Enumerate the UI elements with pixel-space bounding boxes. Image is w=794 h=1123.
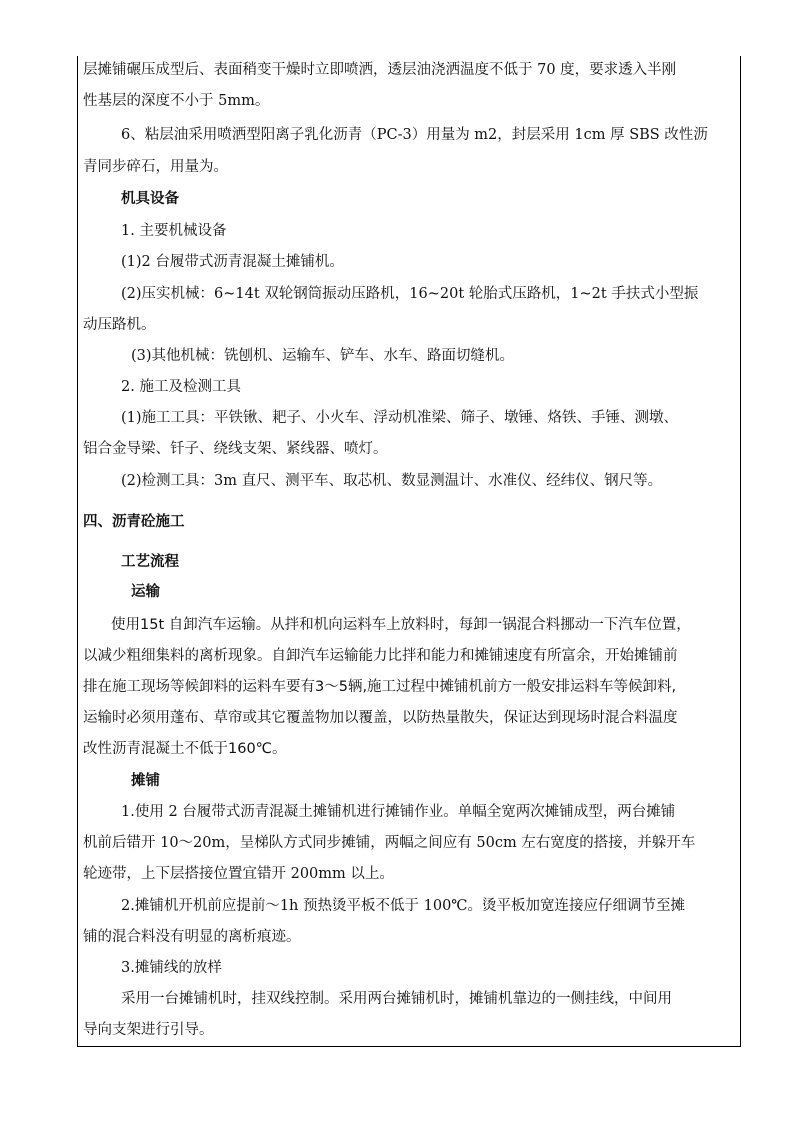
- paragraph-line: 层摊铺碾压成型后、表面稍变干燥时立即喷洒，透层油浇洒温度不低于 70 度，要求透入半刚: [83, 62, 677, 78]
- section-heading: 机具设备: [121, 190, 179, 207]
- paragraph-line: 采用一台摊铺机时，挂双线控制。采用两台摊铺机时，摊铺机靠边的一侧挂线，中间用: [121, 991, 672, 1007]
- subsection-heading: 工艺流程: [121, 553, 179, 570]
- subsection-heading: 2. 施工及检测工具: [121, 379, 241, 395]
- paragraph-line: 6、粘层油采用喷洒型阳离子乳化沥青（PC-3）用量为 m2，封层采用 1cm 厚 SBS 改性沥: [121, 127, 708, 143]
- subsection-heading: 摊铺: [131, 772, 160, 789]
- paragraph-line: 导向支架进行引导。: [83, 1022, 214, 1038]
- subsection-heading: 1. 主要机械设备: [121, 223, 227, 239]
- paragraph-line: 运输时必须用蓬布、草帘或其它覆盖物加以覆盖，以防热量散失，保证达到现场时混合料温度: [83, 710, 678, 726]
- paragraph-line: 性基层的深度不小于 5mm。: [83, 93, 270, 109]
- paragraph-line: 2.摊铺机开机前应提前～1h 预热烫平板不低于 100℃。烫平板加宽连接应仔细调节至摊: [121, 898, 686, 914]
- list-item: (3)其他机械：铣刨机、运输车、铲车、水车、路面切缝机。: [131, 348, 515, 364]
- subsection-heading: 运输: [131, 583, 160, 600]
- list-item: (2)检测工具：3m 直尺、测平车、取芯机、数显测温计、水准仪、经纬仪、钢尺等。: [121, 473, 663, 489]
- paragraph-line: 轮迹带，上下层搭接位置宜错开 200mm 以上。: [83, 866, 394, 882]
- paragraph-line: 铺的混合料没有明显的离析痕迹。: [83, 929, 301, 945]
- list-item: (2)压实机械：6~14t 双轮钢筒振动压路机，16~20t 轮胎式压路机，1~2t 手扶式小型振: [121, 286, 699, 302]
- paragraph-line: 机前后错开 10～20m，呈梯队方式同步摊铺，两幅之间应有 50cm 左右宽度的搭接，并躲开车: [83, 835, 696, 851]
- paragraph-line: 1.使用 2 台履带式沥青混凝土摊铺机进行摊铺作业。单幅全宽两次摊铺成型，两台摊铺: [121, 804, 676, 820]
- paragraph-line: 排在施工现场等候卸料的运料车要有3～5辆,施工过程中摊铺机前方一般安排运料车等候卸料,: [83, 679, 677, 695]
- paragraph-line: 改性沥青混凝土不低于160℃。: [83, 741, 287, 757]
- paragraph-line: 以减少粗细集料的离析现象。自卸汽车运输能力比拌和能力和摊铺速度有所富余，开始摊铺前: [83, 648, 678, 664]
- paragraph-line: 使用15t 自卸汽车运输。从拌和机向运料车上放料时，每卸一锅混合料挪动一下汽车位置，: [111, 617, 691, 633]
- list-item: (1)施工工具：平铁锹、耙子、小火车、浮动机准梁、筛子、墩锤、烙铁、手锤、测墩、: [121, 410, 679, 426]
- section-heading: 四、沥青砼施工: [83, 513, 185, 530]
- list-item-continuation: 铝合金导梁、钎子、绕线支架、紧线器、喷灯。: [83, 441, 388, 457]
- list-item-continuation: 动压路机。: [83, 317, 156, 333]
- document-table-frame: [77, 56, 741, 1047]
- subsection-heading: 3.摊铺线的放样: [121, 960, 222, 976]
- list-item: (1)2 台履带式沥青混凝土摊铺机。: [121, 254, 344, 270]
- paragraph-line: 青同步碎石，用量为。: [83, 159, 228, 175]
